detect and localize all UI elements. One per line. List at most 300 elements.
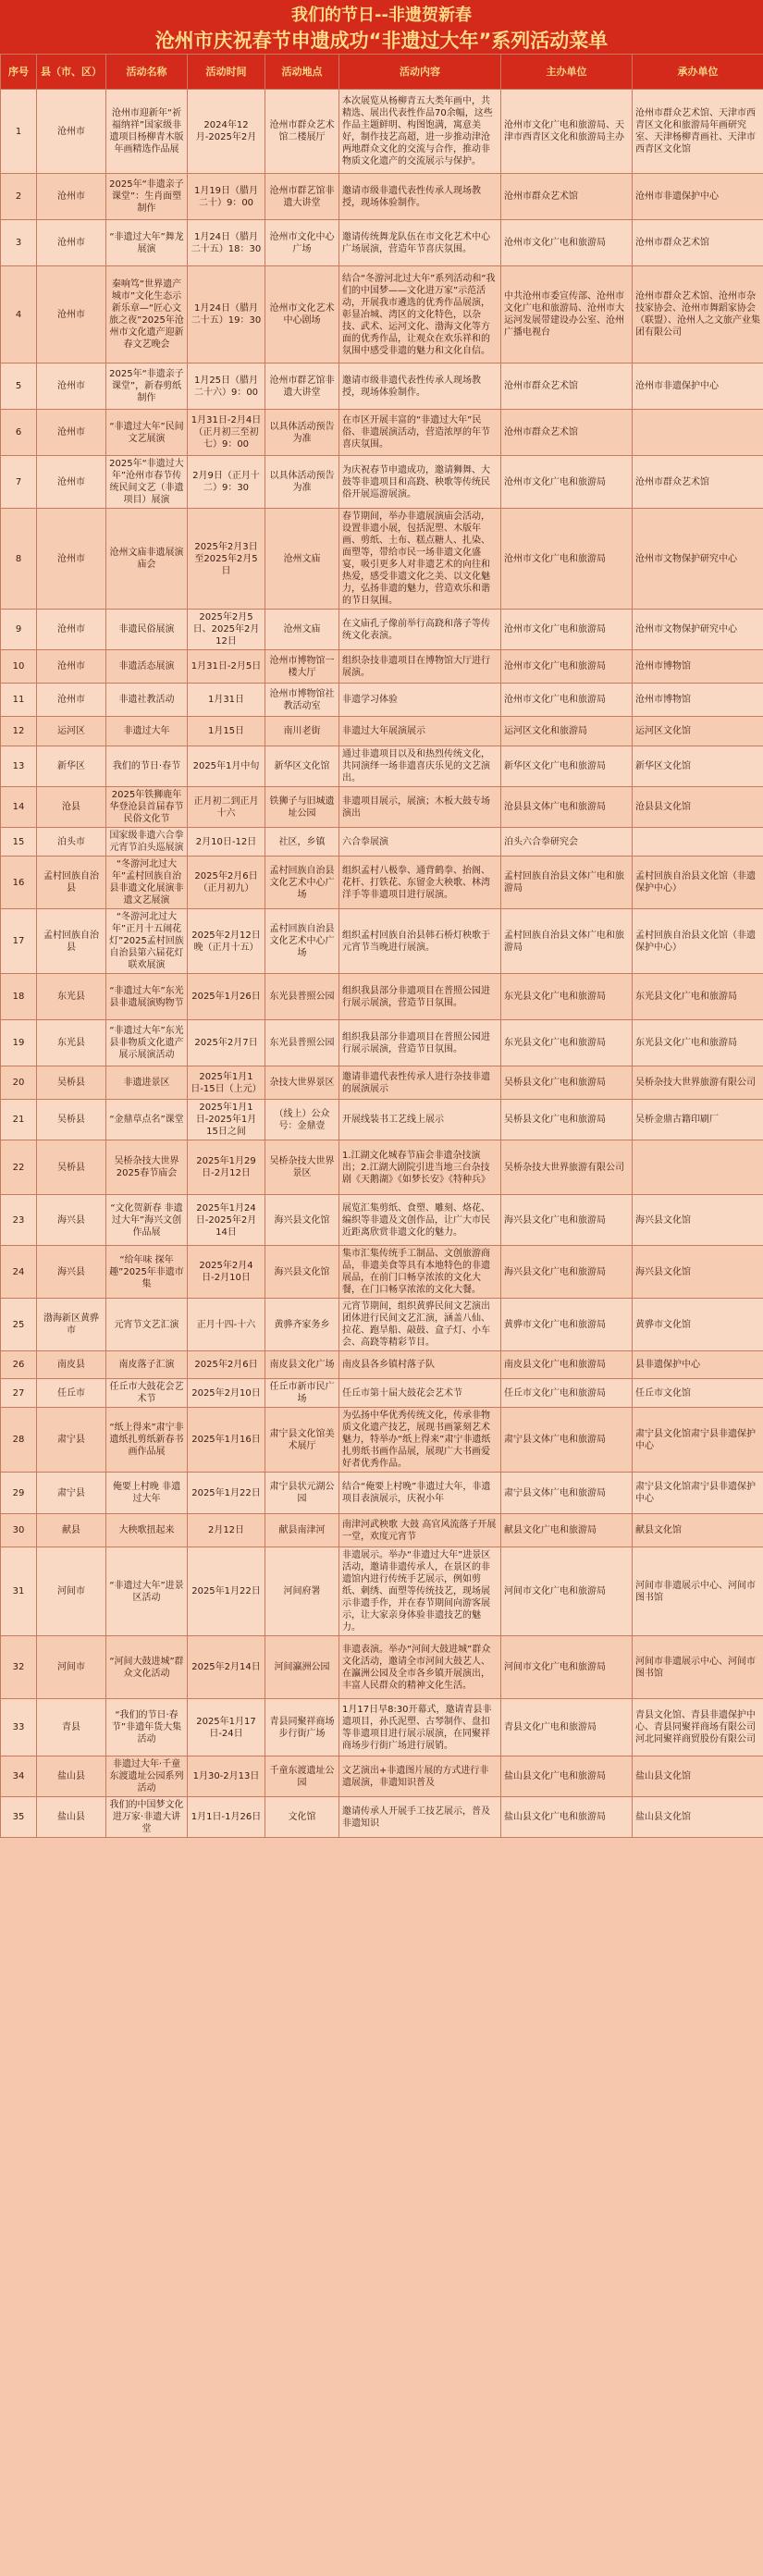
cell-activity-location: 孟村回族自治县文化艺术中心广场 [265,857,339,909]
cell-organizer: 任丘市文化广电和旅游局 [501,1379,633,1408]
cell-activity-name: 非遗过大年·千童东渡遗址公园系列活动 [106,1756,188,1797]
cell-activity-location: 孟村回族自治县文化艺术中心广场 [265,909,339,974]
table-row [1,266,763,364]
cell-co-organizer: 县非遗保护中心 [633,1351,763,1379]
table-row [1,1379,763,1408]
cell-activity-time: 1月25日（腊月二十六）9：00 [188,364,265,410]
cell-seq: 32 [1,1636,37,1699]
column-header-seq: 序号 [1,55,37,90]
cell-activity-time: 2025年1月1日-2025年1月15日之间 [188,1100,265,1140]
cell-activity-location: 南皮县文化广场 [265,1351,339,1379]
cell-co-organizer: 东光县文化广电和旅游局 [633,1020,763,1066]
cell-county: 东光县 [37,974,106,1020]
title-line-2: 沧州市庆祝春节申遗成功“非遗过大年”系列活动菜单 [154,30,609,52]
cell-activity-location: 河间瀛洲公园 [265,1636,339,1699]
cell-activity-time: 1月1日-1月26日 [188,1797,265,1838]
cell-organizer: 沧州市文化广电和旅游局 [501,456,633,509]
cell-activity-time: 2025年2月10日 [188,1379,265,1408]
cell-activity-content: 组织杂技非遗项目在博物馆大厅进行展演。 [339,650,501,684]
cell-activity-location: 南川老街 [265,717,339,746]
cell-activity-location: 吴桥杂技大世界景区 [265,1140,339,1195]
cell-organizer: 沧州市文化广电和旅游局 [501,684,633,717]
cell-activity-name: “纸上得来”肃宁非遗纸扎剪纸新春书画作品展 [106,1408,188,1473]
column-header-co-organizer: 承办单位 [633,55,763,90]
cell-activity-time: 正月十四-十六 [188,1299,265,1351]
cell-activity-content: 1月17日早8:30开幕式，邀请青县非遗项目，孙氏泥塑、古琴制作、盘扣等非遗项目进行展示展演，在同聚祥商场步行街广场进行展销。 [339,1699,501,1756]
cell-organizer: 海兴县文化广电和旅游局 [501,1246,633,1299]
cell-activity-location: 献县南津河 [265,1514,339,1547]
table-row [1,1636,763,1699]
cell-activity-content: 1.江湖文化城春节庙会非遗杂技演出；2.江湖大剧院引进当地三台杂技剧《天鹅湖》《如梦长安》《特种兵》 [339,1140,501,1195]
cell-activity-content: 邀请传承人开展手工技艺展示，普及非遗知识 [339,1797,501,1838]
column-header-activity-content: 活动内容 [339,55,501,90]
cell-activity-content: 组织我县部分非遗项目在普照公园进行展示展演，营造节日氛围。 [339,974,501,1020]
table-row [1,1299,763,1351]
cell-activity-time: 2025年1月1日-15日（上元） [188,1066,265,1100]
cell-activity-name: 国家级非遗六合拳元宵节泊头巡展演 [106,828,188,857]
cell-seq: 8 [1,509,37,610]
table-row [1,1195,763,1246]
cell-county: 盐山县 [37,1756,106,1797]
cell-seq: 27 [1,1379,37,1408]
cell-seq: 30 [1,1514,37,1547]
table-row [1,1140,763,1195]
cell-activity-content: 展览汇集剪纸、食塑、雕刻、烙花、编织等非遗及文创作品，让广大市民近距离欣赏非遗文化的魅力。 [339,1195,501,1246]
cell-activity-time: 1月15日 [188,717,265,746]
cell-activity-time: 2025年2月7日 [188,1020,265,1066]
cell-activity-name: “非遗过大年”舞龙展演 [106,220,188,266]
cell-activity-time: 2025年1月17日-24日 [188,1699,265,1756]
cell-activity-location: （线上）公众号：金鼎壹 [265,1100,339,1140]
cell-organizer: 肃宁县文体广电和旅游局 [501,1408,633,1473]
cell-county: 南皮县 [37,1351,106,1379]
cell-activity-location: 沧州市博物馆一楼大厅 [265,650,339,684]
table-row [1,974,763,1020]
cell-activity-location: 沧州市文化中心广场 [265,220,339,266]
column-header-organizer: 主办单位 [501,55,633,90]
cell-county: 沧州市 [37,509,106,610]
cell-seq: 22 [1,1140,37,1195]
cell-activity-location: 海兴县文化馆 [265,1195,339,1246]
cell-seq: 11 [1,684,37,717]
cell-seq: 6 [1,410,37,456]
cell-county: 新华区 [37,746,106,787]
cell-co-organizer: 青县文化馆、青县非遗保护中心、青县同聚祥商场有限公司 河北同聚祥商贸股份有限公司 [633,1699,763,1756]
cell-activity-name: 元宵节文艺汇演 [106,1299,188,1351]
cell-activity-time: 2025年1月22日 [188,1473,265,1514]
cell-seq: 24 [1,1246,37,1299]
cell-organizer: 盐山县文化广电和旅游局 [501,1756,633,1797]
cell-co-organizer: 沧州市群众艺术馆 [633,220,763,266]
cell-activity-name: 2025年“非遗亲子课堂”，新春剪纸制作 [106,364,188,410]
table-header-row [1,55,763,90]
cell-activity-time: 2024年12月-2025年2月 [188,90,265,174]
cell-county: 沧州市 [37,90,106,174]
cell-activity-time: 2月10日-12日 [188,828,265,857]
cell-activity-location: 沧州市群艺馆非遗大讲堂 [265,174,339,220]
cell-activity-time: 2025年1月29日-2月12日 [188,1140,265,1195]
cell-organizer: 沧州市文化广电和旅游局、天津市西青区文化和旅游局主办 [501,90,633,174]
table-row [1,1756,763,1797]
cell-activity-name: 我们的中国梦文化进万家·非遗大讲堂 [106,1797,188,1838]
cell-co-organizer: 沧州市群众艺术馆、天津市西青区文化和旅游局年画研究室、天津杨柳青画社、天津市西青区文化馆 [633,90,763,174]
cell-co-organizer: 孟村回族自治县文化馆（非遗保护中心） [633,857,763,909]
cell-activity-content: 邀请传统舞龙队伍在市文化艺术中心广场展演，营造年节喜庆氛围。 [339,220,501,266]
cell-county: 吴桥县 [37,1100,106,1140]
table-row [1,509,763,610]
table-row [1,1699,763,1756]
cell-seq: 15 [1,828,37,857]
cell-activity-name: 吴桥杂技大世界2025春节庙会 [106,1140,188,1195]
cell-seq: 19 [1,1020,37,1066]
cell-organizer: 沧州市文化广电和旅游局 [501,509,633,610]
table-row [1,1020,763,1066]
cell-activity-location: 以具体活动预告为准 [265,456,339,509]
cell-activity-name: 任丘市大鼓花会艺术节 [106,1379,188,1408]
cell-activity-location: 黄骅齐家务乡 [265,1299,339,1351]
cell-organizer: 东光县文化广电和旅游局 [501,1020,633,1066]
cell-activity-content: 春节期间，举办非遗展演庙会活动，设置非遗小展，包括泥塑、木版年画、剪纸、土布、糕点糖人、扎染、面塑等，带给市民一场非遗文化盛宴，吸引更多人对非遗艺术的向往和热爱，感受非遗文化之美、以文化魅力，弘扬非遗的魅力，营造欢乐和谐的节日氛围。 [339,509,501,610]
table-row [1,1797,763,1838]
cell-activity-content: 为庆祝春节申遗成功，邀请狮舞、大鼓等非遗项目和高跷、秧歌等传统民俗开展巡游展演。 [339,456,501,509]
cell-county: 肃宁县 [37,1473,106,1514]
page-header [0,0,763,54]
cell-activity-time: 1月24日（腊月二十五）18：30 [188,220,265,266]
cell-organizer: 泊头六合拳研究会 [501,828,633,857]
cell-organizer: 沧州市群众艺术馆 [501,174,633,220]
cell-activity-content: 邀请市级非遗代表性传承人现场教授，现场体验制作。 [339,364,501,410]
cell-seq: 20 [1,1066,37,1100]
column-header-activity-time: 活动时间 [188,55,265,90]
cell-organizer: 河间市文化广电和旅游局 [501,1547,633,1636]
cell-activity-name: 2025年“非遗过大年”沧州市春节传统民间文艺（非遗项目）展演 [106,456,188,509]
cell-activity-time: 2025年2月3日至2025年2月5日 [188,509,265,610]
cell-activity-content: 元宵节期间，组织黄骅民间文艺演出团体进行民间文艺汇演，涵盖八仙、拉花、跑旱船、敲鼓、盒子灯、小车会、高跷等精彩节目。 [339,1299,501,1351]
table-row [1,1351,763,1379]
cell-organizer: 沧州市群众艺术馆 [501,410,633,456]
cell-activity-name: “非遗过大年”进景区活动 [106,1547,188,1636]
cell-organizer: 海兴县文化广电和旅游局 [501,1195,633,1246]
cell-activity-name: “给年味 探年趣”2025年非遗市集 [106,1246,188,1299]
cell-activity-name: 非遗活态展演 [106,650,188,684]
table-row [1,410,763,456]
cell-seq: 3 [1,220,37,266]
cell-activity-time: 2025年1月22日 [188,1547,265,1636]
cell-activity-name: “非遗过大年”东光县非遗展演购物节 [106,974,188,1020]
cell-activity-location: 肃宁县状元湖公园 [265,1473,339,1514]
cell-activity-time: 1月31日-2月4日（正月初三至初七）9：00 [188,410,265,456]
cell-activity-time: 1月31日-2月5日 [188,650,265,684]
cell-activity-content: 文艺演出+非遗图片展的方式进行非遗展演，非遗知识普及 [339,1756,501,1797]
cell-activity-time: 1月31日 [188,684,265,717]
table-row [1,746,763,787]
cell-seq: 14 [1,787,37,828]
cell-county: 河间市 [37,1547,106,1636]
cell-organizer: 献县文化广电和旅游局 [501,1514,633,1547]
cell-activity-time: 1月30-2月13日 [188,1756,265,1797]
cell-county: 盐山县 [37,1797,106,1838]
cell-activity-time: 2月12日 [188,1514,265,1547]
cell-county: 渤海新区黄骅市 [37,1299,106,1351]
cell-activity-time: 2025年2月5日、2025年2月12日 [188,610,265,650]
cell-co-organizer: 盐山县文化馆 [633,1797,763,1838]
cell-activity-content: 南皮县各乡镇村落子队 [339,1351,501,1379]
column-header-county: 县（市、区） [37,55,106,90]
cell-county: 任丘市 [37,1379,106,1408]
cell-seq: 7 [1,456,37,509]
cell-county: 吴桥县 [37,1140,106,1195]
cell-activity-name: 非遗过大年 [106,717,188,746]
table-row [1,90,763,174]
cell-activity-location: 沧州文庙 [265,610,339,650]
table-row [1,684,763,717]
cell-co-organizer: 新华区文化馆 [633,746,763,787]
cell-co-organizer: 海兴县文化馆 [633,1195,763,1246]
cell-co-organizer: 运河区文化馆 [633,717,763,746]
cell-activity-content: 非遗表演。举办“河间大鼓进城”群众文化活动，邀请全市河间大鼓艺人、在瀛洲公园及全市各乡镇开展演出，丰富人民群众的精神文化生活。 [339,1636,501,1699]
cell-county: 肃宁县 [37,1408,106,1473]
cell-co-organizer: 河间市非遗展示中心、河间市图书馆 [633,1547,763,1636]
cell-activity-name: 非遗进景区 [106,1066,188,1100]
column-header-activity-location: 活动地点 [265,55,339,90]
cell-co-organizer: 孟村回族自治县文化馆（非遗保护中心） [633,909,763,974]
cell-seq: 12 [1,717,37,746]
cell-county: 吴桥县 [37,1066,106,1100]
cell-activity-name: 沧州市迎新年“祈福纳祥”国家级非遗项目杨柳青木版年画精选作品展 [106,90,188,174]
cell-activity-name: “冬游河北过大年”正月十五闹花灯”2025孟村回族自治县第六届花灯联欢展演 [106,909,188,974]
cell-co-organizer: 沧州市群众艺术馆 [633,456,763,509]
table-row [1,717,763,746]
cell-activity-name: “非遗过大年”民间文艺展演 [106,410,188,456]
cell-co-organizer: 海兴县文化馆 [633,1246,763,1299]
cell-organizer: 吴桥县文化广电和旅游局 [501,1066,633,1100]
cell-seq: 26 [1,1351,37,1379]
cell-activity-name: “文化贺新春 非遗过大年”海兴文创作品展 [106,1195,188,1246]
cell-county: 沧州市 [37,220,106,266]
cell-activity-content: 非遗学习体验 [339,684,501,717]
cell-co-organizer: 盐山县文化馆 [633,1756,763,1797]
cell-activity-name: 沧州文庙非遗展演庙会 [106,509,188,610]
cell-activity-time: 2025年2月4日-2月10日 [188,1246,265,1299]
cell-organizer: 孟村回族自治县文体广电和旅游局 [501,909,633,974]
cell-organizer: 盐山县文化广电和旅游局 [501,1797,633,1838]
cell-activity-time: 1月19日（腊月二十）9：00 [188,174,265,220]
cell-activity-content: 在文庙孔子像前举行高跷和落子等传统文化表演。 [339,610,501,650]
cell-county: 青县 [37,1699,106,1756]
table-body [1,90,763,1838]
cell-seq: 21 [1,1100,37,1140]
cell-activity-name: “河间大鼓进城”群众文化活动 [106,1636,188,1699]
cell-seq: 23 [1,1195,37,1246]
cell-organizer: 沧州市群众艺术馆 [501,364,633,410]
cell-co-organizer: 黄骅市文化馆 [633,1299,763,1351]
cell-seq: 35 [1,1797,37,1838]
table-row [1,1100,763,1140]
cell-activity-name: 我们的节日·春节 [106,746,188,787]
cell-co-organizer: 肃宁县文化馆肃宁县非遗保护中心 [633,1473,763,1514]
cell-activity-location: 新华区文化馆 [265,746,339,787]
cell-organizer: 中共沧州市委宣传部、沧州市文化广电和旅游局、沧州市大运河发展带建设办公室、沧州广播电视台 [501,266,633,364]
cell-activity-time: 2025年2月6日 [188,1351,265,1379]
table-row [1,909,763,974]
cell-activity-content: 本次展览从杨柳青五大类年画中，共精选、展出代表性作品70余幅，这些作品主题鲜明、构图饱满，寓意美好，制作技艺高超，进一步推动津沧两地群众文化的交流与合作，推动非物质文化遗产的交流展示与保护。 [339,90,501,174]
cell-seq: 4 [1,266,37,364]
cell-county: 沧县 [37,787,106,828]
cell-activity-name: 2025年铁狮鹿年华登沧县首届春节民俗文化节 [106,787,188,828]
cell-organizer: 沧州市文化广电和旅游局 [501,220,633,266]
cell-county: 沧州市 [37,650,106,684]
cell-activity-time: 2025年1月26日 [188,974,265,1020]
cell-activity-content: 结合“冬游河北过大年”系列活动和“我们的中国梦——文化进万家”示范活动，开展我市遴选的优秀作品展演，彰显冶城、湾区的文化特色，以杂技、武术、运河文化、渤海文化等方面的优秀作品，让观众在欢乐祥和的氛围中感受非遗的魅力和文化自信。 [339,266,501,364]
cell-co-organizer: 任丘市文化馆 [633,1379,763,1408]
table-row [1,1408,763,1473]
cell-activity-content: 在市区开展丰富的“非遗过大年”民俗、非遗展演活动，营造浓厚的年节喜庆氛围。 [339,410,501,456]
table-row [1,1066,763,1100]
cell-seq: 29 [1,1473,37,1514]
cell-seq: 31 [1,1547,37,1636]
cell-co-organizer: 沧州市非遗保护中心 [633,364,763,410]
cell-organizer: 运河区文化和旅游局 [501,717,633,746]
cell-county: 海兴县 [37,1246,106,1299]
cell-organizer: 东光县文化广电和旅游局 [501,974,633,1020]
cell-seq: 1 [1,90,37,174]
cell-activity-location: 肃宁县文化馆美术展厅 [265,1408,339,1473]
cell-county: 沧州市 [37,410,106,456]
cell-activity-content: 组织孟村八极拳、通背鹤拳、抬阁、花杆、打铁花、东留金大秧歌、林湾洋手等非遗项目进行展演。 [339,857,501,909]
cell-activity-location: 铁狮子与旧城遗址公园 [265,787,339,828]
cell-activity-location: 青县同聚祥商场步行街广场 [265,1699,339,1756]
cell-seq: 28 [1,1408,37,1473]
cell-county: 孟村回族自治县 [37,857,106,909]
cell-activity-time: 2025年2月12日晚（正月十五） [188,909,265,974]
cell-activity-content: 集市汇集传统手工制品、文创旅游商品，非遗美食等具有本地特色的非遗展品，在前门口畅享浓浓的文化大餐，在门口畅享浓浓的文化大餐。 [339,1246,501,1299]
cell-co-organizer: 沧县县文化馆 [633,787,763,828]
cell-activity-name: 2025年“非遗亲子课堂”：生肖面塑制作 [106,174,188,220]
cell-activity-name: “金鼎草点名”课堂 [106,1100,188,1140]
cell-activity-content: 组织我县部分非遗项目在普照公园进行展示展演，营造节日氛围。 [339,1020,501,1066]
cell-co-organizer: 沧州市非遗保护中心 [633,174,763,220]
table-row [1,1246,763,1299]
cell-co-organizer: 献县文化馆 [633,1514,763,1547]
title-line-1: 我们的节日--非遗贺新春 [291,6,472,25]
cell-organizer: 新华区文化广电和旅游局 [501,746,633,787]
cell-seq: 34 [1,1756,37,1797]
cell-activity-time: 2025年2月14日 [188,1636,265,1699]
cell-co-organizer: 沧州市文物保护研究中心 [633,610,763,650]
cell-activity-location: 东光县普照公园 [265,1020,339,1066]
cell-organizer: 孟村回族自治县文体广电和旅游局 [501,857,633,909]
cell-seq: 5 [1,364,37,410]
table-row [1,174,763,220]
cell-county: 孟村回族自治县 [37,909,106,974]
cell-activity-name: “我们的节日·春节”非遗年货大集活动 [106,1699,188,1756]
table-row [1,364,763,410]
cell-seq: 18 [1,974,37,1020]
cell-seq: 13 [1,746,37,787]
cell-organizer: 吴桥杂技大世界旅游有限公司 [501,1140,633,1195]
cell-activity-location: 海兴县文化馆 [265,1246,339,1299]
cell-organizer: 肃宁县文体广电和旅游局 [501,1473,633,1514]
cell-activity-name: “非遗过大年”东光县非物质文化遗产展示展演活动 [106,1020,188,1066]
cell-county: 沧州市 [37,684,106,717]
cell-activity-time: 2025年1月16日 [188,1408,265,1473]
cell-activity-name: “冬游河北过大年”孟村回族自治县非遗文化展演非遗文艺展演 [106,857,188,909]
cell-activity-content: 六合拳展演 [339,828,501,857]
cell-organizer: 南皮县文化广电和旅游局 [501,1351,633,1379]
cell-county: 沧州市 [37,266,106,364]
cell-activity-content: 邀请市级非遗代表性传承人现场教授，现场体验制作。 [339,174,501,220]
cell-organizer: 沧州市文化广电和旅游局 [501,610,633,650]
cell-county: 沧州市 [37,364,106,410]
cell-activity-name: 大秧歌扭起来 [106,1514,188,1547]
cell-co-organizer: 东光县文化广电和旅游局 [633,974,763,1020]
cell-seq: 10 [1,650,37,684]
cell-organizer: 河间市文化广电和旅游局 [501,1636,633,1699]
cell-seq: 16 [1,857,37,909]
cell-activity-location: 千童东渡遗址公园 [265,1756,339,1797]
table-row [1,1473,763,1514]
cell-activity-time: 2月9日（正月十二）9：30 [188,456,265,509]
cell-activity-content: 通过非遗项目以及和热烈传统文化，共同演绎一场非遗喜庆乐见的文艺演出。 [339,746,501,787]
cell-co-organizer: 沧州市群众艺术馆、沧州市杂技家协会、沧州市舞蹈家协会（联盟）、沧州人之文旅产业集团有限公司 [633,266,763,364]
cell-co-organizer: 吴桥金鼎古籍印刷厂 [633,1100,763,1140]
cell-activity-name: 非遗民俗展演 [106,610,188,650]
cell-activity-content: 南津河武秧歌 大鼓 高官风流落子开展一堂，欢度元宵节 [339,1514,501,1547]
table-row [1,456,763,509]
cell-activity-location: 沧州市博物馆社教活动室 [265,684,339,717]
cell-activity-location: 沧州文庙 [265,509,339,610]
cell-co-organizer: 肃宁县文化馆肃宁县非遗保护中心 [633,1408,763,1473]
table-row [1,610,763,650]
cell-activity-name: 俺要上村晚 非遗过大年 [106,1473,188,1514]
cell-activity-location: 沧州市群艺馆非遗大讲堂 [265,364,339,410]
cell-county: 沧州市 [37,174,106,220]
cell-county: 泊头市 [37,828,106,857]
table-row [1,1547,763,1636]
cell-seq: 17 [1,909,37,974]
cell-county: 沧州市 [37,610,106,650]
cell-activity-name: 南皮落子汇演 [106,1351,188,1379]
table-row [1,220,763,266]
cell-activity-location: 河间府署 [265,1547,339,1636]
cell-organizer: 吴桥县文化广电和旅游局 [501,1100,633,1140]
cell-county: 海兴县 [37,1195,106,1246]
cell-activity-location: 沧州市群众艺术馆二楼展厅 [265,90,339,174]
cell-activity-content: 任丘市第十届大鼓花会艺术节 [339,1379,501,1408]
cell-co-organizer [633,410,763,456]
cell-co-organizer: 沧州市博物馆 [633,684,763,717]
cell-activity-name: 非遗社教活动 [106,684,188,717]
cell-co-organizer: 吴桥杂技大世界旅游有限公司 [633,1066,763,1100]
column-header-activity-name: 活动名称 [106,55,188,90]
table-row [1,650,763,684]
cell-activity-location: 文化馆 [265,1797,339,1838]
cell-seq: 9 [1,610,37,650]
cell-activity-location: 沧州市文化艺术中心剧场 [265,266,339,364]
table-row [1,1514,763,1547]
cell-activity-content: 非遗项目展示，展演；木板大鼓专场演出 [339,787,501,828]
table-row [1,787,763,828]
table-row [1,828,763,857]
cell-activity-name: 秦响笃“世界遗产城市”文化生态示新乐章—“匠心文旅之夜”2025年沧州市文化遗产迎新春文艺晚会 [106,266,188,364]
cell-activity-content: 非遗展示。举办“非遗过大年”进景区活动，邀请非遗传承人，在景区的非遗馆内进行传统手艺展示，例如剪纸、刺绣、面塑等传统技艺，现场展示非遗手作，并在春节期间向游客展示，让大家亲身体验非遗技艺的魅力。 [339,1547,501,1636]
cell-seq: 2 [1,174,37,220]
cell-county: 河间市 [37,1636,106,1699]
cell-activity-time: 2025年2月6日（正月初九） [188,857,265,909]
cell-co-organizer [633,1140,763,1195]
cell-seq: 25 [1,1299,37,1351]
cell-activity-content: 开展线装书工艺线上展示 [339,1100,501,1140]
